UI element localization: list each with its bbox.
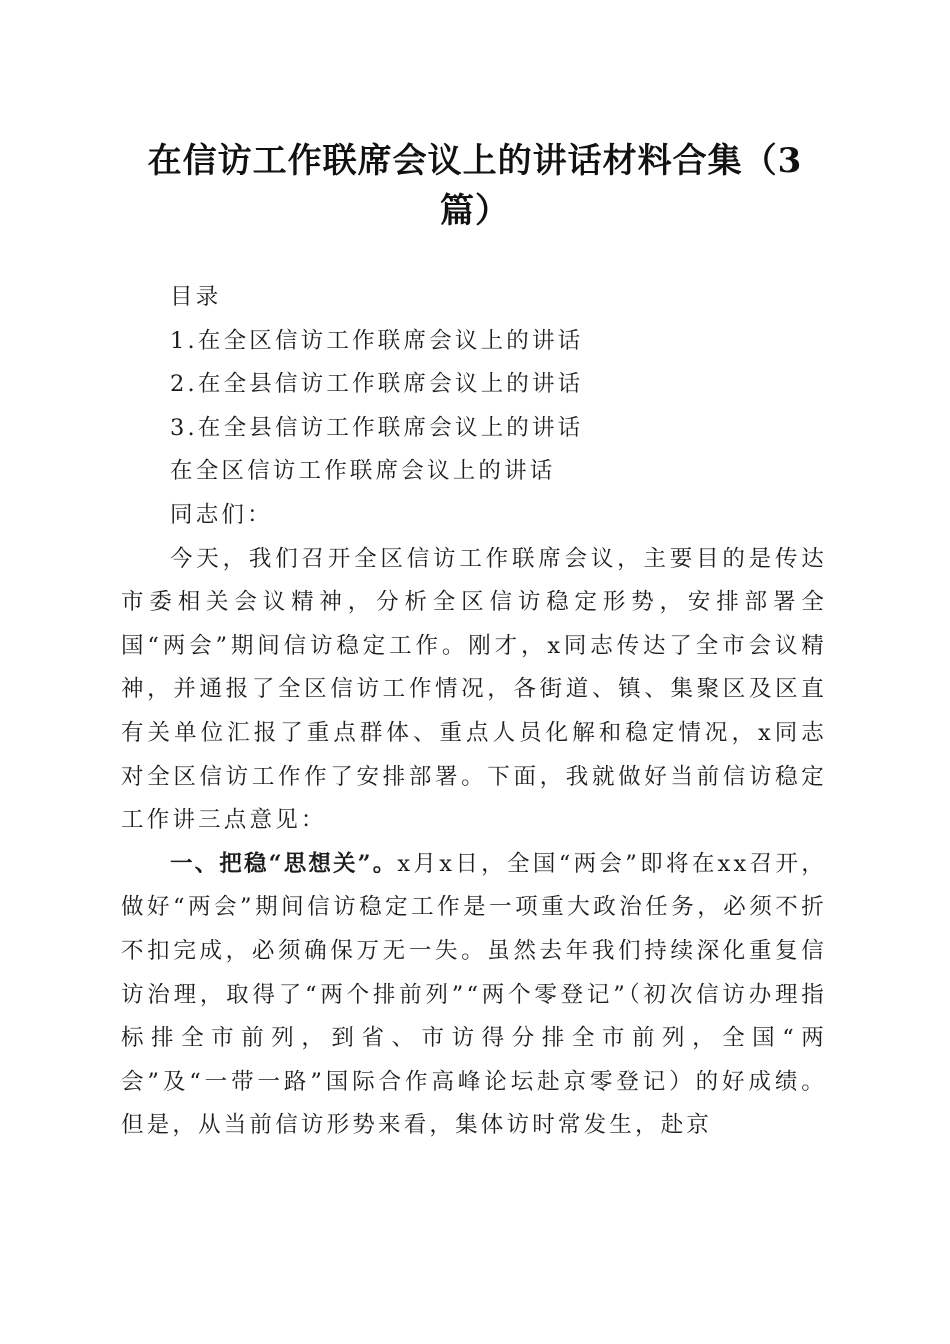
paragraph-2-lead: 一、把稳“思想关”。	[170, 850, 398, 877]
toc-item-2: 2.在全县信访工作联席会议上的讲话	[170, 371, 584, 398]
document-body	[121, 276, 827, 1148]
toc-item-1: 1.在全区信访工作联席会议上的讲话	[170, 327, 584, 354]
document-title: 在信访工作联席会议上的讲话材料合集（3篇）	[147, 141, 803, 231]
salutation: 同志们：	[170, 501, 273, 528]
toc-heading: 目录	[170, 284, 222, 310]
section-title: 在全区信访工作联席会议上的讲话	[170, 458, 556, 485]
paragraph-2	[121, 843, 827, 1148]
paragraph-2-body: x月x日，全国“两会”即将在xx召开，做好“两会”期间信访稳定工作是一项重大政治任务，必须不折不扣完成，必须确保万无一失。虽然去年我们持续深化重复信访治理，取得了“两个排前列”“两个零登记”（初次信访办理指标排全市前列，到省、市访得分排全市前列，全国“两会”及“一带一路”国际合作高峰论坛赴京零登记）的好成绩。但是，从当前信访形势来看，集体访时常发生，赴京	[121, 850, 827, 1139]
paragraph-1: 今天，我们召开全区信访工作联席会议，主要目的是传达市委相关会议精神，分析全区信访稳定形势，安排部署全国“两会”期间信访稳定工作。刚才，x同志传达了全市会议精神，并通报了全区信访工作情况，各街道、镇、集聚区及区直有关单位汇报了重点群体、重点人员化解和稳定情况，x同志对全区信访工作作了安排部署。下面，我就做好当前信访稳定工作讲三点意见：	[121, 545, 827, 834]
toc-item-3: 3.在全县信访工作联席会议上的讲话	[170, 414, 584, 441]
